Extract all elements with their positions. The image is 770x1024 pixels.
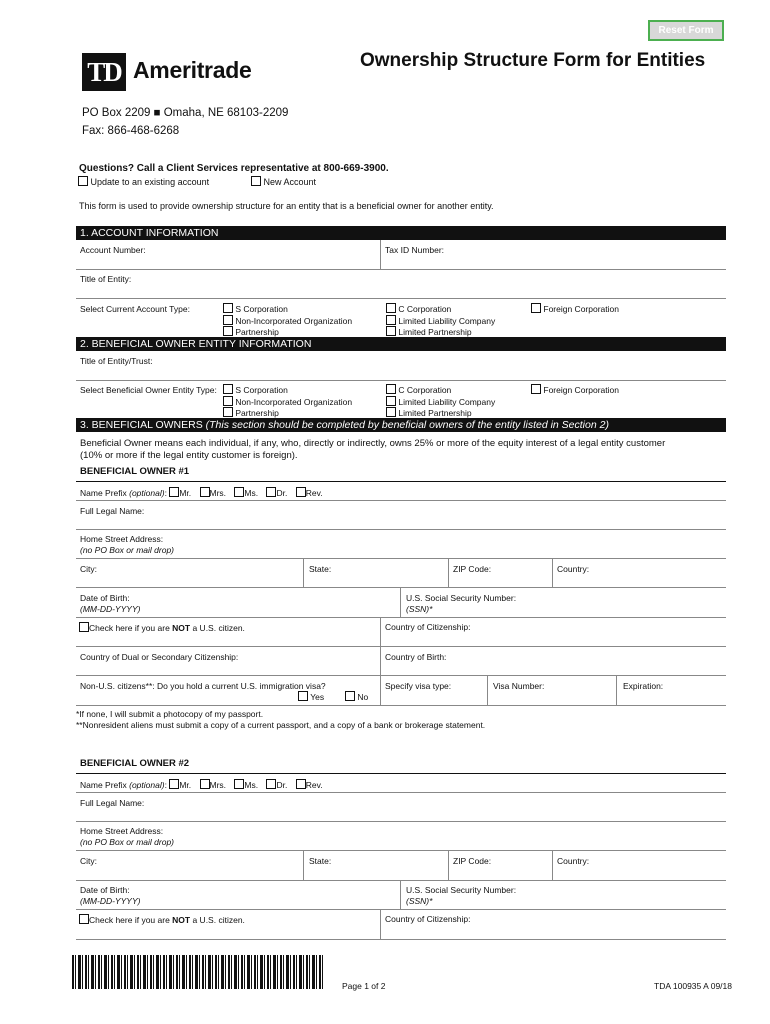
dr-label: Dr. xyxy=(276,488,288,498)
owner-1-dob-field[interactable] xyxy=(80,593,140,615)
owner-1-country-field[interactable]: Country: xyxy=(557,564,590,574)
owner-1-citizenship-field[interactable]: Country of Citizenship: xyxy=(385,622,471,632)
owner-llc-option[interactable] xyxy=(386,396,495,408)
section-3-header xyxy=(76,418,726,432)
divider xyxy=(76,380,726,381)
account-number-field[interactable]: Account Number: xyxy=(80,245,146,255)
c-corp-checkbox[interactable] xyxy=(386,303,396,313)
owner-partnership-checkbox[interactable] xyxy=(223,407,233,417)
new-account-label: New Account xyxy=(263,177,317,187)
mrs-label: Mrs. xyxy=(209,780,227,790)
foreign-corp-option[interactable] xyxy=(531,303,619,314)
form-code: TDA 100935 A 09/18 xyxy=(654,981,732,991)
owner-2-dob-field[interactable] xyxy=(80,885,140,907)
non-inc-label: Non-Incorporated Organization xyxy=(235,315,353,326)
owner-foreign-corp-label: Foreign Corporation xyxy=(543,385,619,395)
divider xyxy=(487,675,488,705)
lp-option[interactable] xyxy=(386,326,495,338)
divider xyxy=(380,909,381,939)
owner-1-ssn-field[interactable] xyxy=(406,593,516,615)
optional-note: (optional) xyxy=(129,780,165,790)
ssn-note: (SSN)* xyxy=(406,604,433,614)
lp-label: Limited Partnership xyxy=(398,327,472,337)
owner-1-birth-country-field[interactable]: Country of Birth: xyxy=(385,652,447,662)
not-citizen-label-bold: NOT xyxy=(172,623,191,633)
owner-1-visa-question: Non-U.S. citizens**: Do you hold a current U.S. immigration visa? xyxy=(80,681,326,691)
footnote-passport: *If none, I will submit a photocopy of my passport. xyxy=(76,709,264,719)
divider xyxy=(303,558,304,587)
owner-1-home-address-field[interactable] xyxy=(80,534,174,555)
not-citizen-label-bold: NOT xyxy=(172,915,191,925)
not-citizen-label-post: a U.S. citizen. xyxy=(190,623,245,633)
mrs-checkbox[interactable] xyxy=(200,487,210,497)
not-citizen-label-pre: Check here if you are xyxy=(89,623,173,633)
llc-checkbox[interactable] xyxy=(386,315,396,325)
divider xyxy=(76,792,726,793)
owner-2-full-name-field[interactable]: Full Legal Name: xyxy=(80,798,145,808)
ms-checkbox[interactable] xyxy=(234,487,244,497)
owner-2-zip-field[interactable]: ZIP Code: xyxy=(453,856,492,866)
rev-checkbox[interactable] xyxy=(296,487,306,497)
divider xyxy=(616,675,617,705)
owner-foreign-corp-checkbox[interactable] xyxy=(531,384,541,394)
s-corp-label: S Corporation xyxy=(235,304,288,314)
not-citizen-label-pre: Check here if you are xyxy=(89,915,173,925)
s-corp-option[interactable] xyxy=(223,303,352,315)
title-of-entity-field[interactable]: Title of Entity: xyxy=(80,274,132,284)
foreign-corp-checkbox[interactable] xyxy=(531,303,541,313)
owner-1-visa-number-field[interactable]: Visa Number: xyxy=(493,681,545,691)
ssn-label: U.S. Social Security Number: xyxy=(406,885,517,895)
owner-s-corp-label: S Corporation xyxy=(235,385,288,395)
mr-label: Mr. xyxy=(179,780,192,790)
visa-no-checkbox[interactable] xyxy=(345,691,355,701)
home-address-label: Home Street Address: xyxy=(80,826,164,836)
divider xyxy=(400,587,401,617)
account-type-group-2 xyxy=(386,303,495,338)
divider xyxy=(76,773,726,774)
rev-label: Rev. xyxy=(305,488,323,498)
owner-lp-checkbox[interactable] xyxy=(386,407,396,417)
visa-no-label: No xyxy=(357,692,369,702)
divider xyxy=(380,617,381,705)
new-account-checkbox[interactable] xyxy=(251,176,261,186)
divider xyxy=(76,705,726,706)
divider xyxy=(76,617,726,618)
divider xyxy=(303,850,304,880)
ms-checkbox[interactable] xyxy=(234,779,244,789)
select-account-type-label: Select Current Account Type: xyxy=(80,304,190,314)
owner-partnership-option[interactable] xyxy=(223,407,352,419)
dob-label: Date of Birth: xyxy=(80,593,130,603)
footnotes xyxy=(76,709,485,731)
partnership-option[interactable] xyxy=(223,326,352,338)
divider xyxy=(76,558,726,559)
owner-type-group-2 xyxy=(386,384,495,419)
owner-type-group-1 xyxy=(223,384,352,419)
dob-format: (MM-DD-YYYY) xyxy=(80,604,141,614)
divider xyxy=(76,821,726,822)
mrs-checkbox[interactable] xyxy=(200,779,210,789)
barcode xyxy=(72,955,324,989)
owner-1-dual-citizenship-field[interactable]: Country of Dual or Secondary Citizenship: xyxy=(80,652,239,662)
mailing-address: PO Box 2209 ■ Omaha, NE 68103-2209 xyxy=(82,107,289,119)
form-description: This form is used to provide ownership structure for an entity that is a beneficial owner for another entity. xyxy=(79,201,494,211)
dob-format: (MM-DD-YYYY) xyxy=(80,896,141,906)
update-existing-label: Update to an existing account xyxy=(90,177,210,187)
divider xyxy=(76,269,726,270)
owner-lp-option[interactable] xyxy=(386,407,495,419)
owner-1-visa-yes-option[interactable] xyxy=(298,691,324,702)
non-inc-option[interactable] xyxy=(223,315,352,327)
footnote-nonresident: **Nonresident aliens must submit a copy of a current passport, and a copy of a bank or brokerage statement. xyxy=(76,720,486,730)
not-citizen-label-post: a U.S. citizen. xyxy=(190,915,245,925)
divider xyxy=(552,558,553,587)
owner-2-state-field[interactable]: State: xyxy=(309,856,332,866)
owner-llc-checkbox[interactable] xyxy=(386,396,396,406)
owner-1-not-citizen-option[interactable] xyxy=(79,622,245,633)
definition-line-1: Beneficial Owner means each individual, if any, who, directly or indirectly, owns 25% or more of the equity interest of a legal entity customer xyxy=(80,438,666,449)
partnership-label: Partnership xyxy=(235,327,279,337)
td-logo-mark: TD xyxy=(82,53,126,91)
owner-1-visa-type-field[interactable]: Specify visa type: xyxy=(385,681,452,691)
optional-note: (optional) xyxy=(129,488,165,498)
page-number: Page 1 of 2 xyxy=(342,981,386,991)
dr-label: Dr. xyxy=(276,780,288,790)
name-prefix-label: Name Prefix xyxy=(80,780,130,790)
definition-line-2: (10% or more if the legal entity customer is foreign). xyxy=(80,450,298,461)
not-citizen-checkbox[interactable] xyxy=(79,622,89,632)
tax-id-field[interactable]: Tax ID Number: xyxy=(385,245,445,255)
not-citizen-checkbox[interactable] xyxy=(79,914,89,924)
c-corp-label: C Corporation xyxy=(398,304,452,314)
ms-label: Ms. xyxy=(244,488,259,498)
section-2-header: 2. BENEFICIAL OWNER ENTITY INFORMATION xyxy=(76,337,726,351)
llc-option[interactable] xyxy=(386,315,495,327)
owner-1-zip-field[interactable]: ZIP Code: xyxy=(453,564,492,574)
divider xyxy=(380,240,381,269)
owner-2-country-field[interactable]: Country: xyxy=(557,856,590,866)
no-po-note: (no PO Box or mail drop) xyxy=(80,544,175,555)
ssn-label: U.S. Social Security Number: xyxy=(406,593,517,603)
section-3-subtitle: (This section should be completed by beneficial owners of the entity listed in Section 2) xyxy=(205,419,609,431)
divider xyxy=(76,587,726,588)
owner-2-home-address-field[interactable] xyxy=(80,826,174,847)
s-corp-checkbox[interactable] xyxy=(223,303,233,313)
owner-1-full-name-field[interactable]: Full Legal Name: xyxy=(80,506,145,516)
fax-number: Fax: 866-468-6268 xyxy=(82,125,180,137)
reset-form-button[interactable]: Reset Form xyxy=(648,20,724,41)
owner-non-inc-option[interactable] xyxy=(223,396,352,408)
owner-1-state-field[interactable]: State: xyxy=(309,564,332,574)
partnership-checkbox[interactable] xyxy=(223,326,233,336)
visa-yes-checkbox[interactable] xyxy=(298,691,308,701)
account-type-group-1 xyxy=(223,303,352,338)
divider xyxy=(552,850,553,880)
divider xyxy=(76,939,726,940)
owner-2-not-citizen-option[interactable] xyxy=(79,914,245,925)
divider xyxy=(76,529,726,530)
owner-2-city-field[interactable]: City: xyxy=(80,856,97,866)
divider xyxy=(76,675,726,676)
divider xyxy=(76,500,726,501)
ameritrade-logo-text: Ameritrade xyxy=(133,57,252,83)
owner-1-expiration-field[interactable]: Expiration: xyxy=(623,681,664,691)
colon: : xyxy=(164,780,167,790)
owner-2-ssn-field[interactable] xyxy=(406,885,516,907)
select-owner-entity-type-label: Select Beneficial Owner Entity Type: xyxy=(80,385,217,395)
owner-s-corp-checkbox[interactable] xyxy=(223,384,233,394)
owner-s-corp-option[interactable] xyxy=(223,384,352,396)
owner-1-city-field[interactable]: City: xyxy=(80,564,97,574)
divider xyxy=(448,558,449,587)
section-3-title: 3. BENEFICIAL OWNERS xyxy=(80,419,206,431)
owner-non-inc-checkbox[interactable] xyxy=(223,396,233,406)
mr-checkbox[interactable] xyxy=(169,779,179,789)
foreign-corp-label: Foreign Corporation xyxy=(543,304,619,314)
owner-2-name-prefix xyxy=(80,779,323,790)
title-of-entity-trust-field[interactable]: Title of Entity/Trust: xyxy=(80,356,153,366)
no-po-note: (no PO Box or mail drop) xyxy=(80,836,175,847)
owner-c-corp-label: C Corporation xyxy=(398,385,452,395)
rev-label: Rev. xyxy=(305,780,323,790)
update-existing-option[interactable] xyxy=(78,176,209,187)
name-prefix-label: Name Prefix xyxy=(80,488,130,498)
owner-1-visa-no-option[interactable] xyxy=(345,691,368,702)
non-inc-checkbox[interactable] xyxy=(223,315,233,325)
mrs-label: Mrs. xyxy=(209,488,227,498)
lp-checkbox[interactable] xyxy=(386,326,396,336)
divider xyxy=(76,481,726,482)
mr-label: Mr. xyxy=(179,488,192,498)
new-account-option[interactable] xyxy=(251,176,316,187)
owner-1-heading: BENEFICIAL OWNER #1 xyxy=(80,466,190,477)
divider xyxy=(76,909,726,910)
dr-checkbox[interactable] xyxy=(266,487,276,497)
c-corp-option[interactable] xyxy=(386,303,495,315)
home-address-label: Home Street Address: xyxy=(80,534,164,544)
owner-1-name-prefix xyxy=(80,487,323,498)
dr-checkbox[interactable] xyxy=(266,779,276,789)
beneficial-owner-definition xyxy=(80,438,730,462)
divider xyxy=(76,298,726,299)
colon: : xyxy=(164,488,167,498)
owner-c-corp-option[interactable] xyxy=(386,384,495,396)
update-existing-checkbox[interactable] xyxy=(78,176,88,186)
rev-checkbox[interactable] xyxy=(296,779,306,789)
llc-label: Limited Liability Company xyxy=(398,315,496,326)
divider xyxy=(76,850,726,851)
owner-2-citizenship-field[interactable]: Country of Citizenship: xyxy=(385,914,471,924)
owner-c-corp-checkbox[interactable] xyxy=(386,384,396,394)
visa-yes-label: Yes xyxy=(310,692,325,702)
divider xyxy=(400,880,401,909)
owner-2-heading: BENEFICIAL OWNER #2 xyxy=(80,758,190,769)
divider xyxy=(76,646,726,647)
owner-lp-label: Limited Partnership xyxy=(398,408,472,418)
owner-llc-label: Limited Liability Company xyxy=(398,396,496,407)
form-title: Ownership Structure Form for Entities xyxy=(360,50,706,71)
mr-checkbox[interactable] xyxy=(169,487,179,497)
ssn-note: (SSN)* xyxy=(406,896,433,906)
owner-foreign-corp-option[interactable] xyxy=(531,384,619,395)
dob-label: Date of Birth: xyxy=(80,885,130,895)
divider xyxy=(76,880,726,881)
ms-label: Ms. xyxy=(244,780,259,790)
section-1-header: 1. ACCOUNT INFORMATION xyxy=(76,226,726,240)
owner-non-inc-label: Non-Incorporated Organization xyxy=(235,396,353,407)
divider xyxy=(448,850,449,880)
owner-partnership-label: Partnership xyxy=(235,408,279,418)
questions-line: Questions? Call a Client Services representative at 800-669-3900. xyxy=(79,163,389,174)
